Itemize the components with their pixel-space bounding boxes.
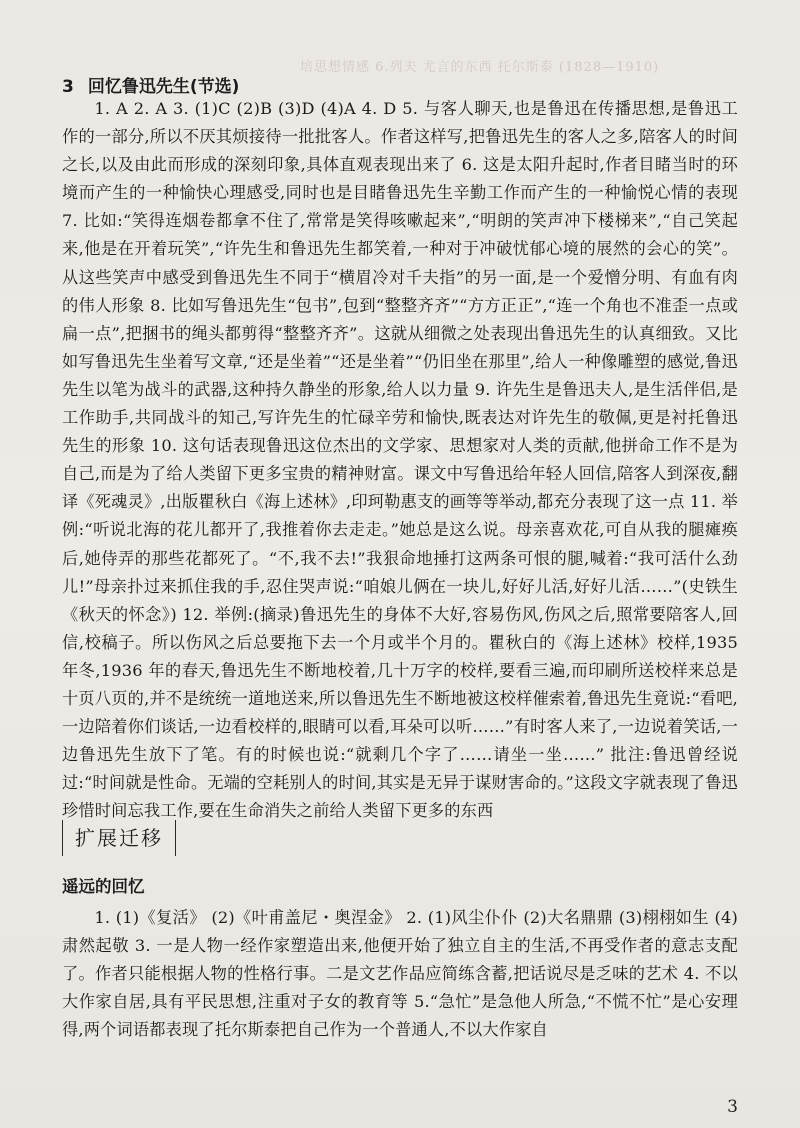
section-heading [62,72,239,97]
extension-paragraph [62,904,738,1044]
page-number: 3 [727,1097,738,1117]
extension-text: 1. (1)《复活》 (2)《叶甫盖尼・奥涅金》 2. (1)风尘仆仆 (2)大名鼎鼎 (3)栩栩如生 (4)肃然起敬 3. 一是人物一经作家塑造出来,他便开始了独立自主的生活,不再受作者的意志支配了。作者只能根据人物的性格行事。二是文艺作品应简练含蓄,把话说尽是乏味的艺术 4. 不以大作家自居,具有平民思想,注重对子女的教育等 5.“急忙”是急他人所急,“不慌不忙”是心安理得,两个词语都表现了托尔斯泰把自己作为一个普通人,不以大作家自 [62,908,738,1040]
extension-heading-box [62,820,176,856]
answers-text: 1. A 2. A 3. (1)C (2)B (3)D (4)A 4. D 5. 与客人聊天,也是鲁迅在传播思想,是鲁迅工作的一部分,所以不厌其烦接待一批批客人。作者这样写,把鲁迅先生的客人之多,陪客人的时间之长,以及由此而形成的深刻印象,具体直观表现出来了 6. 这是太阳升起时,作者目睹当时的环境而产生的一种愉快心理感受,同时也是目睹鲁迅先生辛勤工作而产生的一种愉悦心情的表现 7. 比如:“笑得连烟卷都拿不住了,常常是笑得咳嗽起来”,“明朗的笑声冲下楼梯来”,“自己笑起来,他是在开着玩笑”,“许先生和鲁迅先生都笑着,一种对于冲破忧郁心境的展然的会心的笑”。从这些笑声中感受到鲁迅先生不同于“横眉冷对千夫指”的另一面,是一个爱憎分明、有血有肉的伟人形象 8. 比如写鲁迅先生“包书”,包到“整整齐齐”“方方正正”,“连一个角也不准歪一点或扁一点”,把捆书的绳头都剪得“整整齐齐”。这就从细微之处表现出鲁迅先生的认真细致。又比如写鲁迅先生坐着写文章,“还是坐着”“还是坐着”“仍旧坐在那里”,给人一种像雕塑的感觉,鲁迅先生以笔为战斗的武器,这种持久静坐的形象,给人以力量 9. 许先生是鲁迅夫人,是生活伴侣,是工作助手,共同战斗的知己,写许先生的忙碌辛劳和愉快,既表达对许先生的敬佩,更是衬托鲁迅先生的形象 10. 这句话表现鲁迅这位杰出的文学家、思想家对人类的贡献,他拼命工作不是为自己,而是为了给人类留下更多宝贵的精神财富。课文中写鲁迅给年轻人回信,陪客人到深夜,翻译《死魂灵》,出版瞿秋白《海上述林》,印珂勒惠支的画等等举动,都充分表现了这一点 11. 举例:“听说北海的花儿都开了,我推着你去走走。”她总是这么说。母亲喜欢花,可自从我的腿瘫痪后,她侍弄的那些花都死了。“不,我不去!”我狠命地捶打这两条可恨的腿,喊着:“我可活什么劲儿!”母亲扑过来抓住我的手,忍住哭声说:“咱娘儿俩在一块儿,好好儿活,好好儿活……”(史铁生《秋天的怀念》) 12. 举例:(摘录)鲁迅先生的身体不大好,容易伤风,伤风之后,照常要陪客人,回信,校稿子。所以伤风之后总要拖下去一个月或半个月的。瞿秋白的《海上述林》校样,1935 年冬,1936 年的春天,鲁迅先生不断地校着,几十万字的校样,要看三遍,而印刷所送校样来总是十页八页的,并不是统统一道地送来,所以鲁迅先生不断地被这校样催索着,鲁迅先生竟说:“看吧,一边陪着你们谈话,一边看校样的,眼睛可以看,耳朵可以听……”有时客人来了,一边说着笑话,一边鲁迅先生放下了笔。有的时候也说:“就剩几个字了……请坐一坐……” 批注:鲁迅曾经说过:“时间就是性命。无端的空耗别人的时间,其实是无异于谋财害命的。”这段文字就表现了鲁迅珍惜时间忘我工作,要在生命消失之前给人类留下更多的东西 [62,99,738,821]
section-title: 回忆鲁迅先生(节选) [87,77,240,97]
extension-heading: 扩展迁移 [75,826,163,850]
extension-subtitle: 遥远的回忆 [62,877,145,896]
section-number: 3 [62,77,74,97]
bleed-through-text: 培思想情感 6.列夫 尤言的东西 托尔斯泰 (1828—1910) [300,60,660,75]
answers-paragraph [62,95,738,825]
